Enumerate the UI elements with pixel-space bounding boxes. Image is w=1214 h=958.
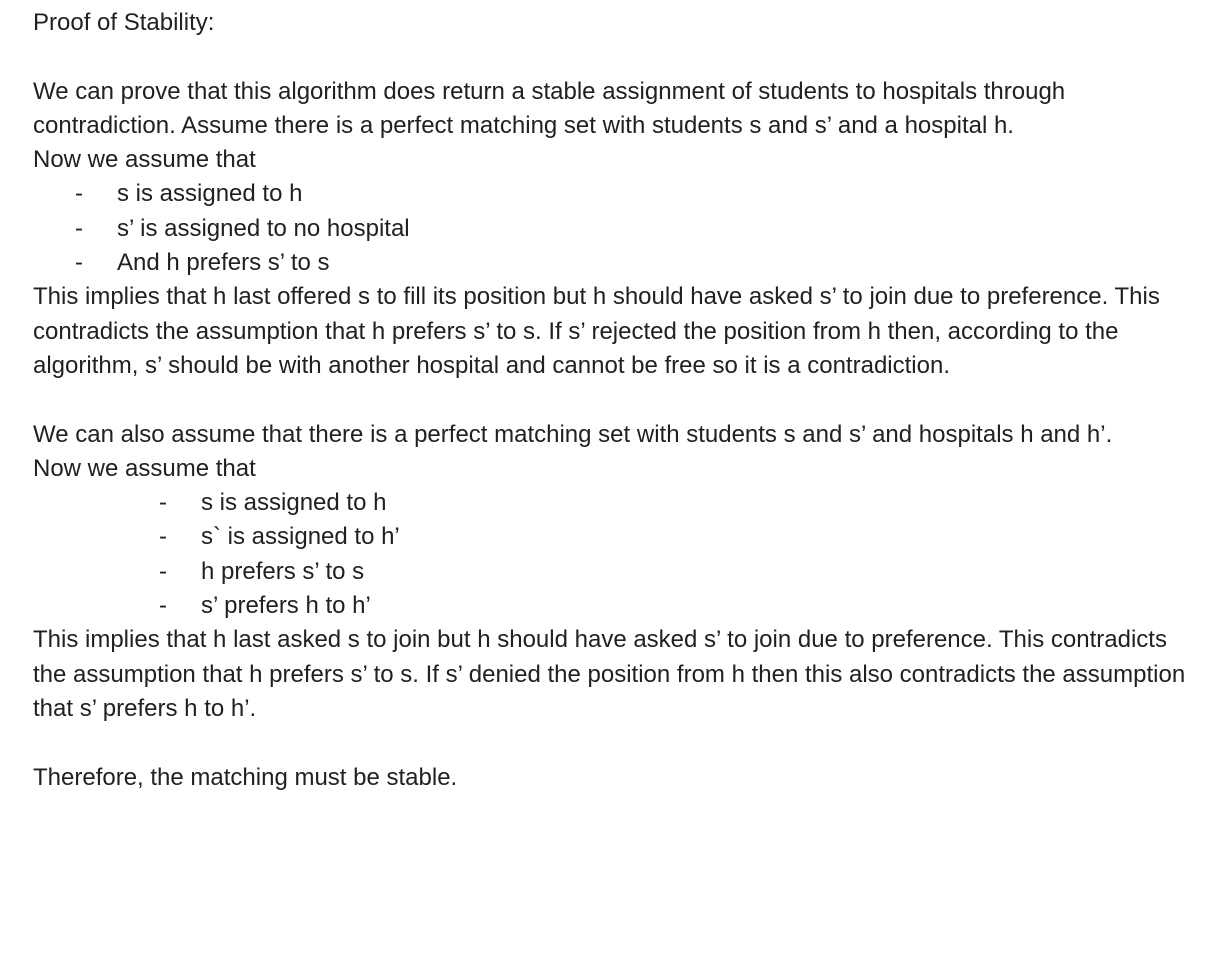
- assumption-list-1: [33, 177, 1193, 280]
- second-case-paragraph: We can also assume that there is a perfect matching set with students s and s’ and hospitals h and h’.: [33, 420, 1113, 448]
- list-item: - s is assigned to h: [33, 486, 1193, 520]
- assumption-list-2: [33, 486, 1193, 623]
- list-item: - s’ is assigned to no hospital: [33, 212, 1193, 246]
- blank-line: [33, 40, 1193, 74]
- dash-bullet-icon: -: [159, 523, 167, 551]
- blank-line: [33, 383, 1193, 417]
- list-item: - s` is assigned to h’: [33, 520, 1193, 554]
- conclusion: Therefore, the matching must be stable.: [33, 763, 458, 791]
- dash-bullet-icon: -: [159, 557, 167, 585]
- assumption-lead-2: Now we assume that: [33, 454, 256, 482]
- blank-line: [33, 726, 1193, 760]
- document-body: [33, 6, 1193, 795]
- dash-bullet-icon: -: [75, 180, 83, 208]
- assumption-lead-1: Now we assume that: [33, 146, 256, 174]
- list-item: - s’ prefers h to h’: [33, 589, 1193, 623]
- dash-bullet-icon: -: [159, 489, 167, 517]
- list-item: - And h prefers s’ to s: [33, 246, 1193, 280]
- contradiction-paragraph-2: This implies that h last asked s to join but h should have asked s’ to join due to preference. This contradicts the assumption that h prefers s’ to s. If s’ denied the position from h then this also contradicts the assumption that s’ prefers h to h’.: [33, 626, 1186, 722]
- list-item: - h prefers s’ to s: [33, 555, 1193, 589]
- dash-bullet-icon: -: [75, 214, 83, 242]
- intro-paragraph: We can prove that this algorithm does return a stable assignment of students to hospitals through contradiction. Assume there is a perfect matching set with students s and s’ and a hospital h.: [33, 77, 1066, 139]
- proof-heading: Proof of Stability:: [33, 9, 215, 36]
- dash-bullet-icon: -: [159, 592, 167, 620]
- list-item: - s is assigned to h: [33, 177, 1193, 211]
- dash-bullet-icon: -: [75, 249, 83, 277]
- contradiction-paragraph-1: This implies that h last offered s to fill its position but h should have asked s’ to join due to preference. This contradicts the assumption that h prefers s’ to s. If s’ rejected the position from h then, according to the algorithm, s’ should be with another hospital and cannot be free so it is a contradiction.: [33, 283, 1160, 379]
